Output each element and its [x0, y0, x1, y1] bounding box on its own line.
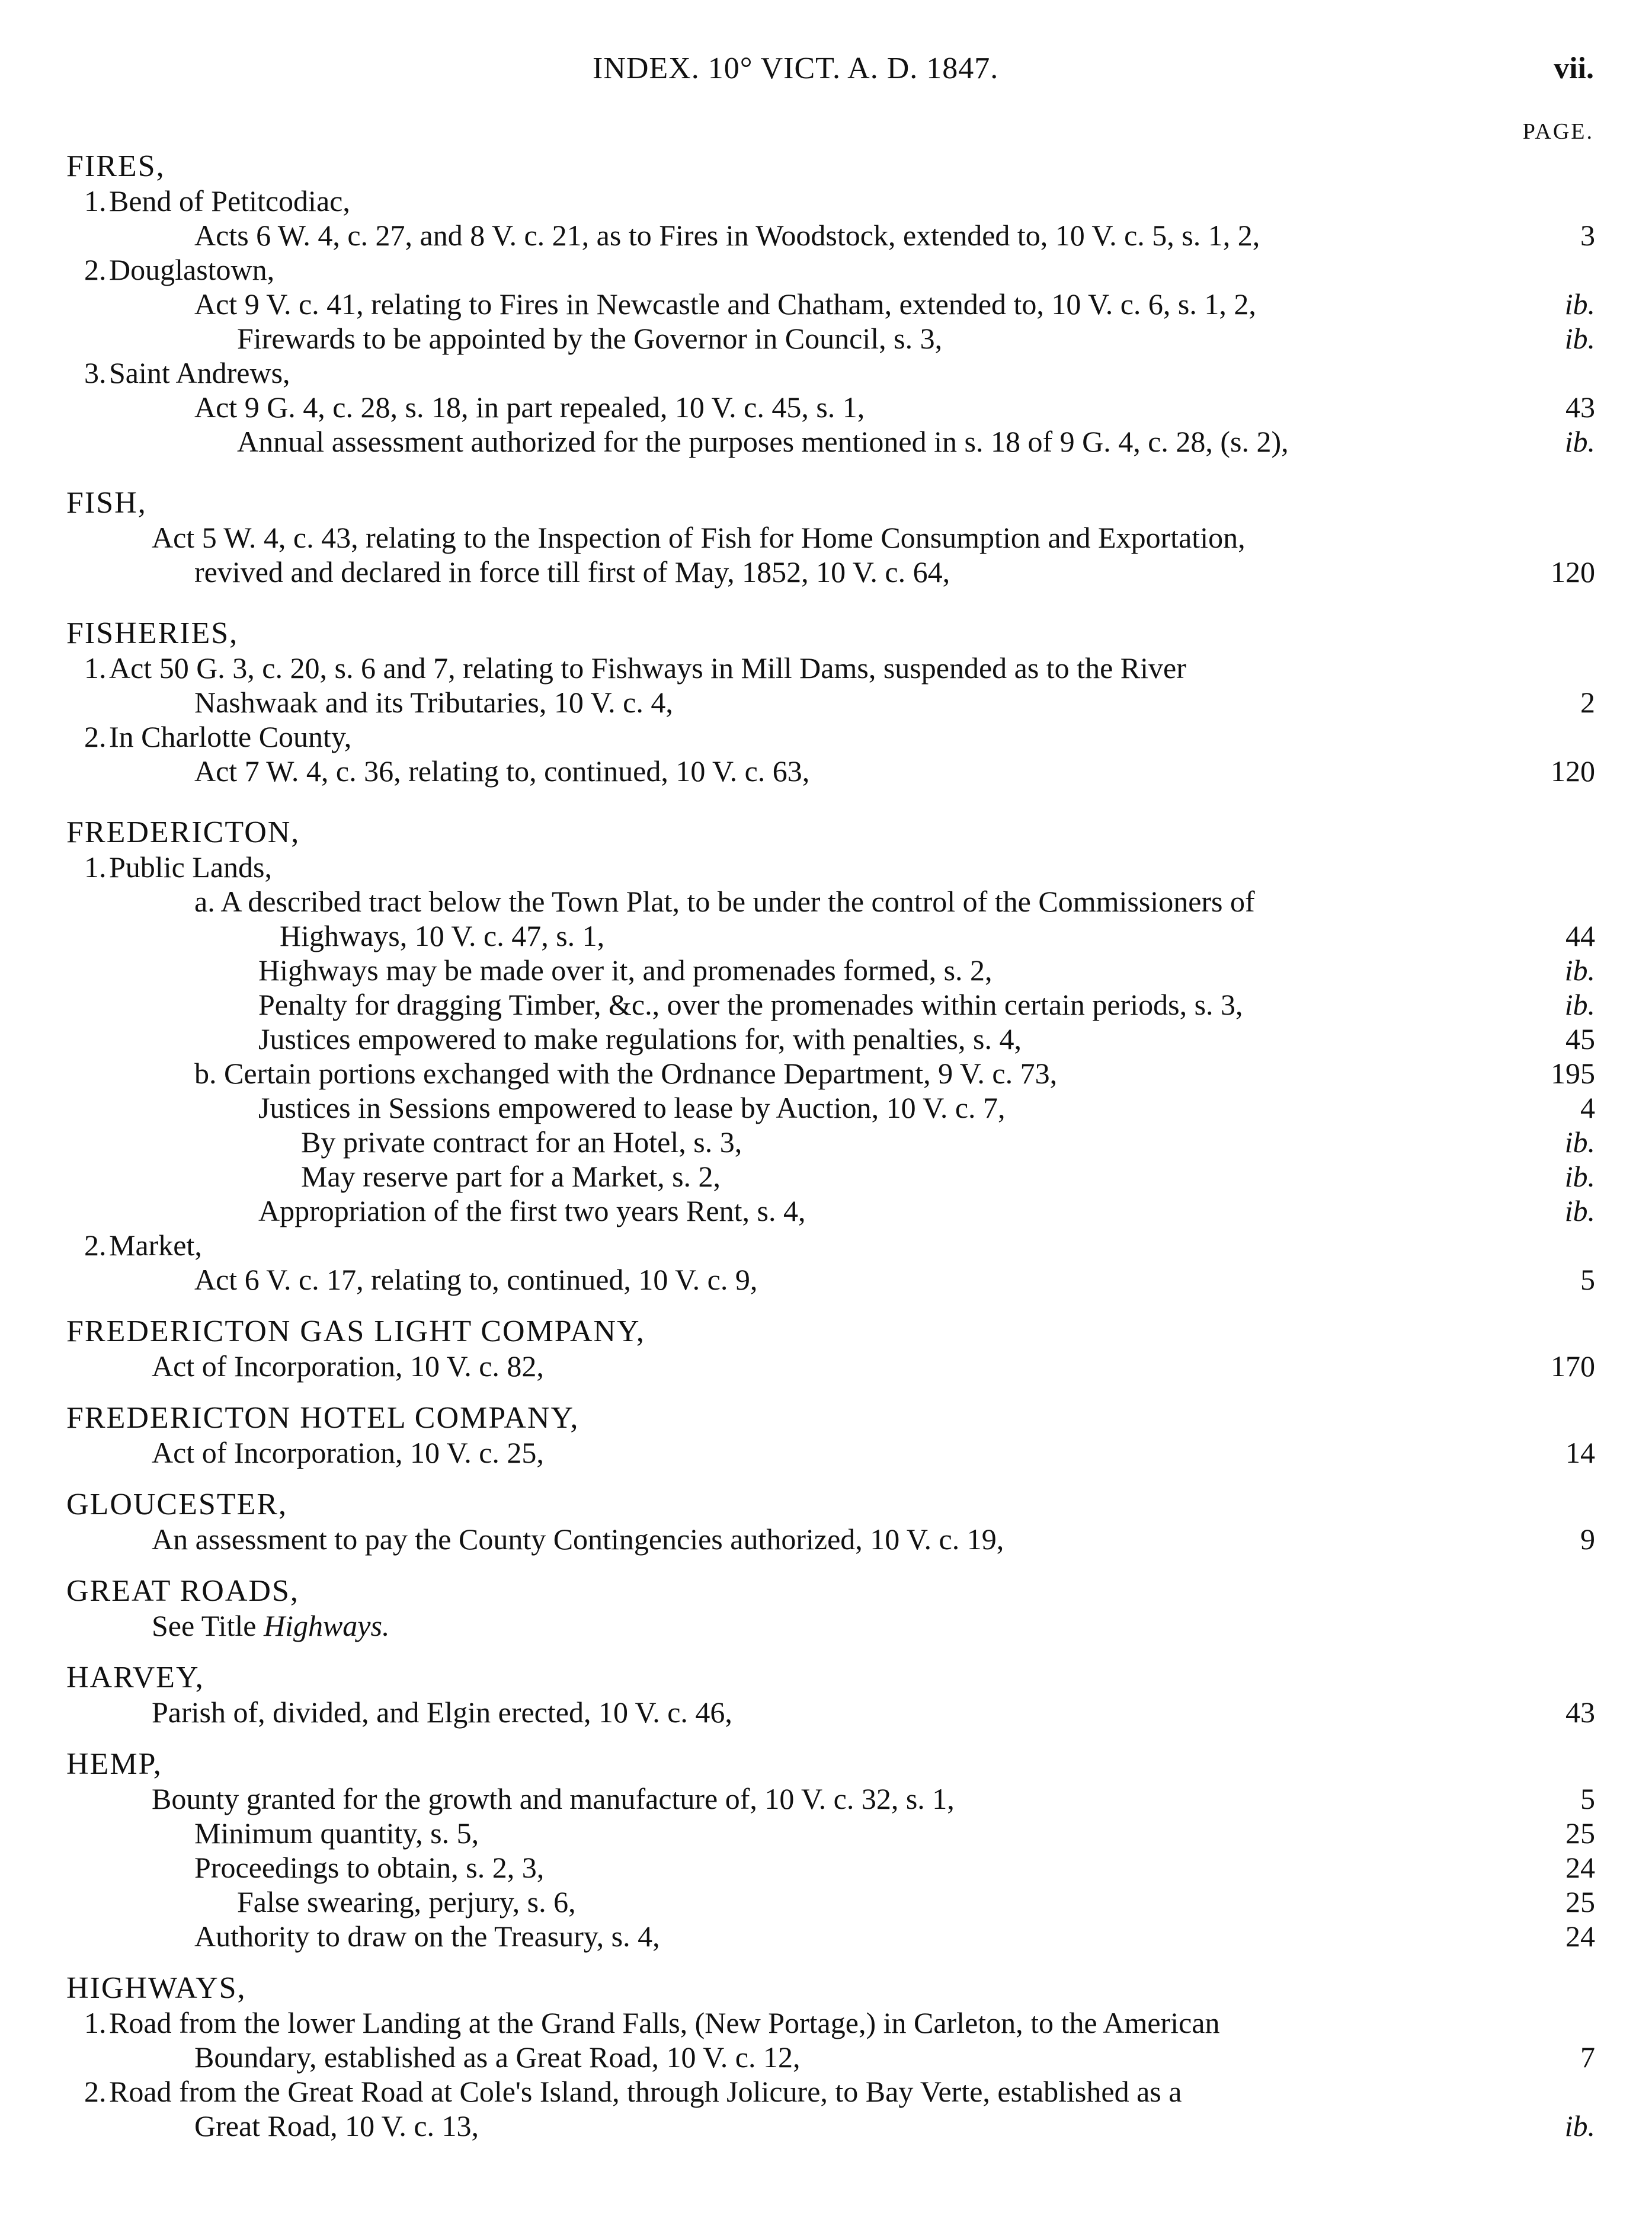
- index-entry: [66, 218, 1595, 252]
- index-entry: [66, 1056, 1595, 1090]
- index-entry: [66, 1022, 1595, 1056]
- entry-text: Minimum quantity, s. 5,: [194, 1817, 479, 1850]
- index-entry: [66, 754, 1595, 788]
- entry-page-reference: ib.: [1564, 1194, 1595, 1227]
- entry-text: Road from the Great Road at Cole's Island, through Jolicure, to Bay Verte, established as a: [109, 2075, 1182, 2108]
- index-entry: [66, 555, 1595, 589]
- index-entry: [66, 919, 1595, 953]
- index-heading: [66, 1574, 1595, 1608]
- entry-text: FISH,: [66, 486, 147, 520]
- entry-page-reference: 120: [1551, 754, 1595, 788]
- index-entries: [66, 149, 1595, 2143]
- entry-spacer: [66, 1470, 1595, 1488]
- entry-text: Highways may be made over it, and promenades formed, s. 2,: [258, 954, 993, 987]
- entry-text: a. A described tract below the Town Plat, to be under the control of the Commissioners of: [194, 885, 1255, 918]
- entry-number: 1.: [84, 184, 107, 218]
- entry-spacer: [66, 1643, 1595, 1661]
- entry-page-reference: 44: [1565, 919, 1595, 952]
- entry-text: Bounty granted for the growth and manufacture of, 10 V. c. 32, s. 1,: [152, 1782, 955, 1815]
- entry-number: 2.: [84, 1229, 107, 1262]
- entry-text: False swearing, perjury, s. 6,: [237, 1885, 576, 1918]
- entry-text: By private contract for an Hotel, s. 3,: [301, 1125, 742, 1159]
- index-entry: [66, 2006, 1595, 2040]
- entry-page-reference: 24: [1565, 1851, 1595, 1884]
- entry-page-reference: 9: [1580, 1523, 1595, 1556]
- entry-text: Act 9 V. c. 41, relating to Fires in Newcastle and Chatham, extended to, 10 V. c. 6, s. 1, 2,: [194, 287, 1256, 321]
- index-heading: [66, 816, 1595, 850]
- entry-text: Parish of, divided, and Elgin erected, 10 V. c. 46,: [152, 1696, 732, 1729]
- index-heading: [66, 1401, 1595, 1435]
- entry-text: Annual assessment authorized for the purposes mentioned in s. 18 of 9 G. 4, c. 28, (s. 2),: [237, 425, 1289, 458]
- entry-page-reference: 195: [1551, 1057, 1595, 1090]
- entry-page-reference: ib.: [1564, 425, 1595, 458]
- entry-page-reference: 170: [1551, 1349, 1595, 1383]
- entry-page-reference: 3: [1580, 219, 1595, 252]
- entry-text: Nashwaak and its Tributaries, 10 V. c. 4,: [194, 686, 673, 719]
- entry-text: GREAT ROADS,: [66, 1574, 299, 1608]
- entry-page-reference: 14: [1565, 1436, 1595, 1469]
- entry-page-reference: ib.: [1564, 988, 1595, 1021]
- index-heading: [66, 616, 1595, 651]
- index-entry: [66, 850, 1595, 884]
- entry-text: Act 9 G. 4, c. 28, s. 18, in part repealed, 10 V. c. 45, s. 1,: [194, 391, 865, 424]
- index-entry: [66, 1782, 1595, 1816]
- entry-text: Firewards to be appointed by the Governor in Council, s. 3,: [237, 322, 943, 355]
- entry-text: Justices in Sessions empowered to lease by Auction, 10 V. c. 7,: [258, 1091, 1006, 1124]
- page-column-label: PAGE.: [1522, 119, 1594, 144]
- entry-text: Market,: [109, 1229, 202, 1262]
- index-heading: [66, 1661, 1595, 1695]
- entry-italic-reference: Highways.: [256, 1609, 390, 1642]
- entry-spacer: [66, 589, 1595, 616]
- index-heading: [66, 1971, 1595, 2006]
- index-entry: [66, 1695, 1595, 1729]
- entry-page-reference: 45: [1565, 1022, 1595, 1056]
- index-entry: [66, 1090, 1595, 1125]
- entry-page-reference: 43: [1565, 391, 1595, 424]
- entry-text: Highways, 10 V. c. 47, s. 1,: [280, 919, 605, 952]
- entry-page-reference: 2: [1580, 686, 1595, 719]
- index-entry: [66, 2074, 1595, 2109]
- index-entry: [66, 719, 1595, 754]
- index-entry: [66, 520, 1595, 555]
- index-entry: [66, 2040, 1595, 2074]
- entry-text: revived and declared in force till first of May, 1852, 10 V. c. 64,: [194, 555, 950, 589]
- entry-number: 2.: [84, 2075, 107, 2108]
- entry-text: GLOUCESTER,: [66, 1488, 287, 1521]
- entry-page-reference: 25: [1565, 1885, 1595, 1918]
- entry-text: FISHERIES,: [66, 616, 239, 650]
- entry-text: FREDERICTON GAS LIGHT COMPANY,: [66, 1315, 645, 1348]
- entry-spacer: [66, 788, 1595, 816]
- index-entry: [66, 1262, 1595, 1297]
- entry-text: Saint Andrews,: [109, 356, 290, 389]
- entry-page-reference: 43: [1565, 1696, 1595, 1729]
- entry-text: Great Road, 10 V. c. 13,: [194, 2109, 479, 2142]
- entry-page-reference: 7: [1580, 2041, 1595, 2074]
- index-entry: [66, 390, 1595, 424]
- index-entry: [66, 953, 1595, 987]
- index-entry: [66, 987, 1595, 1022]
- entry-text: HARVEY,: [66, 1661, 204, 1694]
- entry-page-reference: 4: [1580, 1091, 1595, 1124]
- entry-spacer: [66, 1383, 1595, 1401]
- entry-number: 1.: [84, 651, 107, 685]
- index-entry: [66, 685, 1595, 719]
- entry-number: 2.: [84, 720, 107, 753]
- entry-spacer: [66, 1556, 1595, 1574]
- index-entry: [66, 1885, 1595, 1919]
- index-entry: [66, 1159, 1595, 1194]
- entry-text: b. Certain portions exchanged with the Ordnance Department, 9 V. c. 73,: [194, 1057, 1058, 1090]
- index-heading: [66, 149, 1595, 184]
- entry-text: May reserve part for a Market, s. 2,: [301, 1160, 721, 1193]
- entry-text: In Charlotte County,: [109, 720, 352, 753]
- entry-text: Penalty for dragging Timber, &c., over the promenades within certain periods, s. 3,: [258, 988, 1243, 1021]
- entry-page-reference: ib.: [1564, 2109, 1595, 2142]
- entry-page-reference: 24: [1565, 1920, 1595, 1953]
- index-heading: [66, 1315, 1595, 1349]
- entry-page-reference: ib.: [1564, 954, 1595, 987]
- index-entry: [66, 1522, 1595, 1556]
- index-entry: [66, 184, 1595, 218]
- index-entry: [66, 1919, 1595, 1953]
- entry-spacer: [66, 459, 1595, 486]
- index-entry: [66, 1435, 1595, 1470]
- entry-text: Justices empowered to make regulations for, with penalties, s. 4,: [258, 1022, 1022, 1056]
- entry-text: See Title Highways.: [152, 1609, 390, 1642]
- index-entry: [66, 884, 1595, 919]
- entry-page-reference: 25: [1565, 1817, 1595, 1850]
- entry-page-reference: ib.: [1564, 287, 1595, 321]
- running-title: INDEX. 10° VICT. A. D. 1847.: [593, 52, 999, 85]
- index-heading: [66, 486, 1595, 520]
- index-entry: [66, 2109, 1595, 2143]
- entry-number: 3.: [84, 356, 107, 389]
- entry-page-reference: ib.: [1564, 1125, 1595, 1159]
- entry-text: Road from the lower Landing at the Grand Falls, (New Portage,) in Carleton, to the American: [109, 2006, 1220, 2039]
- entry-text: Bend of Petitcodiac,: [109, 184, 350, 218]
- index-entry: [66, 1850, 1595, 1885]
- entry-page-reference: 5: [1580, 1263, 1595, 1296]
- entry-text: FIRES,: [66, 149, 165, 183]
- entry-text: Act of Incorporation, 10 V. c. 82,: [152, 1349, 544, 1383]
- entry-text: Act 6 V. c. 17, relating to, continued, 10 V. c. 9,: [194, 1263, 758, 1296]
- index-entry: [66, 1194, 1595, 1228]
- index-entry: [66, 252, 1595, 287]
- page-number: vii.: [1554, 52, 1594, 85]
- index-heading: [66, 1747, 1595, 1782]
- entry-text: Douglastown,: [109, 253, 275, 286]
- index-entry: [66, 1349, 1595, 1383]
- entry-page-reference: ib.: [1564, 322, 1595, 355]
- entry-text: Acts 6 W. 4, c. 27, and 8 V. c. 21, as to Fires in Woodstock, extended to, 10 V. c. 5, s. 1, 2,: [194, 219, 1260, 252]
- entry-text: HEMP,: [66, 1747, 162, 1781]
- entry-text: FREDERICTON HOTEL COMPANY,: [66, 1401, 580, 1435]
- index-entry: [66, 651, 1595, 685]
- entry-text: HIGHWAYS,: [66, 1971, 246, 2005]
- entry-text: Act 7 W. 4, c. 36, relating to, continued, 10 V. c. 63,: [194, 754, 810, 788]
- entry-text: Appropriation of the first two years Rent, s. 4,: [258, 1194, 806, 1227]
- entry-text: Authority to draw on the Treasury, s. 4,: [194, 1920, 660, 1953]
- entry-number: 1.: [84, 2006, 107, 2039]
- entry-text: Act 50 G. 3, c. 20, s. 6 and 7, relating to Fishways in Mill Dams, suspended as to the River: [109, 651, 1186, 685]
- entry-text: Act of Incorporation, 10 V. c. 25,: [152, 1436, 544, 1469]
- entry-text: Boundary, established as a Great Road, 10 V. c. 12,: [194, 2041, 801, 2074]
- entry-text: Proceedings to obtain, s. 2, 3,: [194, 1851, 545, 1884]
- entry-number: 2.: [84, 253, 107, 286]
- entry-text: Public Lands,: [109, 850, 272, 884]
- entry-spacer: [66, 1953, 1595, 1971]
- entry-text: FREDERICTON,: [66, 816, 300, 849]
- index-entry: [66, 424, 1595, 459]
- index-entry: [66, 356, 1595, 390]
- entry-spacer: [66, 1729, 1595, 1747]
- index-entry: [66, 1816, 1595, 1850]
- entry-page-reference: ib.: [1564, 1160, 1595, 1193]
- page-header: [0, 51, 1652, 98]
- index-entry: [66, 287, 1595, 321]
- index-entry: [66, 321, 1595, 356]
- entry-spacer: [66, 1297, 1595, 1315]
- index-entry: [66, 1125, 1595, 1159]
- entry-text: Act 5 W. 4, c. 43, relating to the Inspection of Fish for Home Consumption and Exportation,: [152, 521, 1246, 554]
- index-heading: [66, 1488, 1595, 1522]
- index-entry: [66, 1608, 1595, 1643]
- entry-number: 1.: [84, 850, 107, 884]
- entry-page-reference: 120: [1551, 555, 1595, 589]
- index-entry: [66, 1228, 1595, 1262]
- entry-page-reference: 5: [1580, 1782, 1595, 1815]
- entry-text: An assessment to pay the County Contingencies authorized, 10 V. c. 19,: [152, 1523, 1004, 1556]
